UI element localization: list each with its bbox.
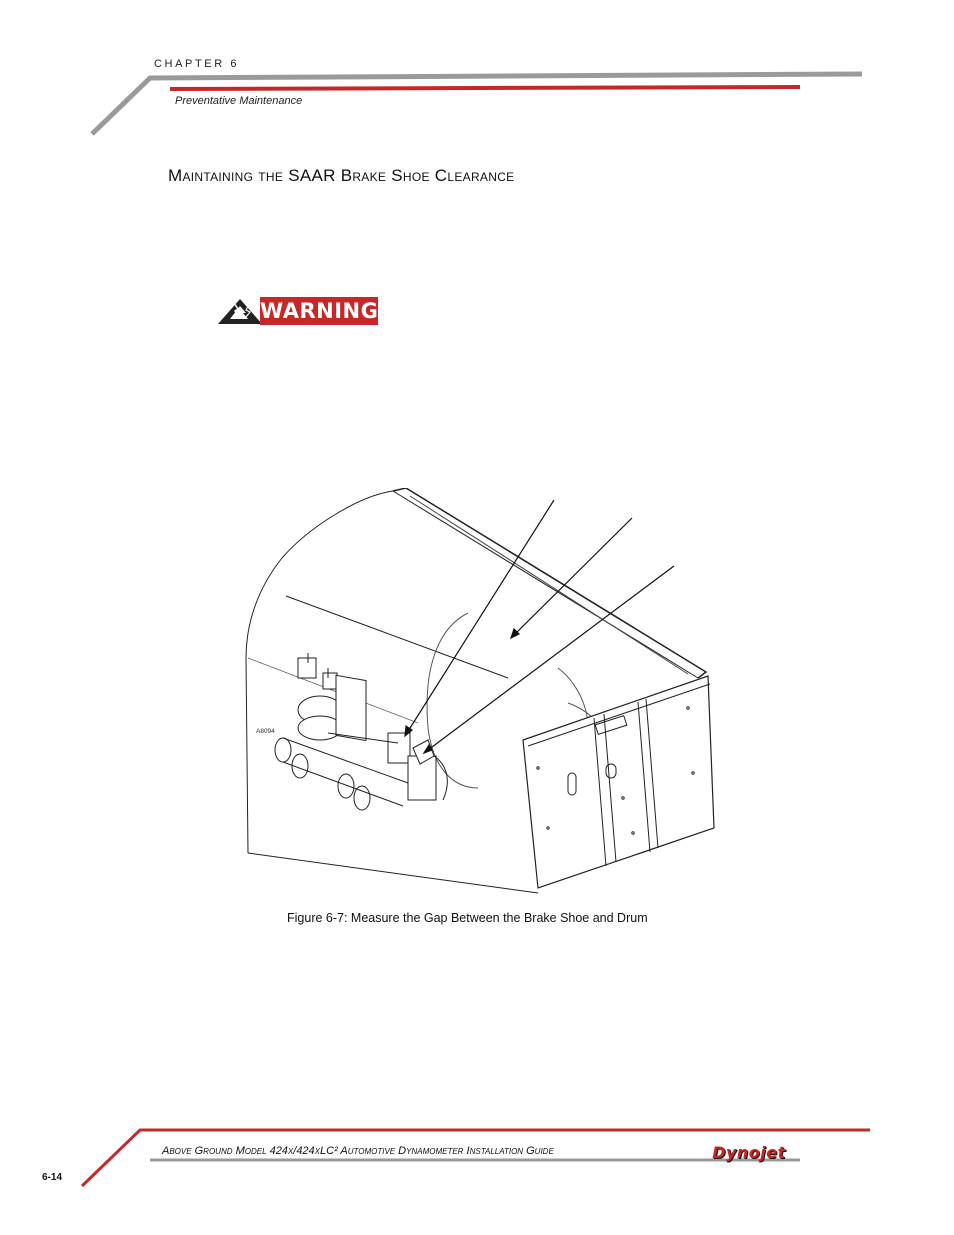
section-label: Preventative Maintenance xyxy=(175,95,303,107)
header-rule xyxy=(0,0,954,140)
warning-hazard-icon xyxy=(216,297,262,325)
chapter-label: CHAPTER 6 xyxy=(154,58,240,70)
brake-assembly-figure xyxy=(238,488,718,896)
page-number: 6-14 xyxy=(42,1172,63,1183)
section-title: Maintaining the SAAR Brake Shoe Clearance xyxy=(168,166,515,185)
figure-caption: Figure 6-7: Measure the Gap Between the Brake Shoe and Drum xyxy=(287,911,648,925)
brand-logo xyxy=(696,1143,802,1163)
guide-title: Above Ground Model 424x/424xLC² Automotive Dynamometer Installation Guide xyxy=(162,1145,554,1157)
figure-id-label: A8094 xyxy=(256,728,275,735)
warning-label: WARNING xyxy=(260,299,379,323)
warning-badge xyxy=(216,297,378,325)
brand-name: Dynojet xyxy=(712,1143,786,1162)
